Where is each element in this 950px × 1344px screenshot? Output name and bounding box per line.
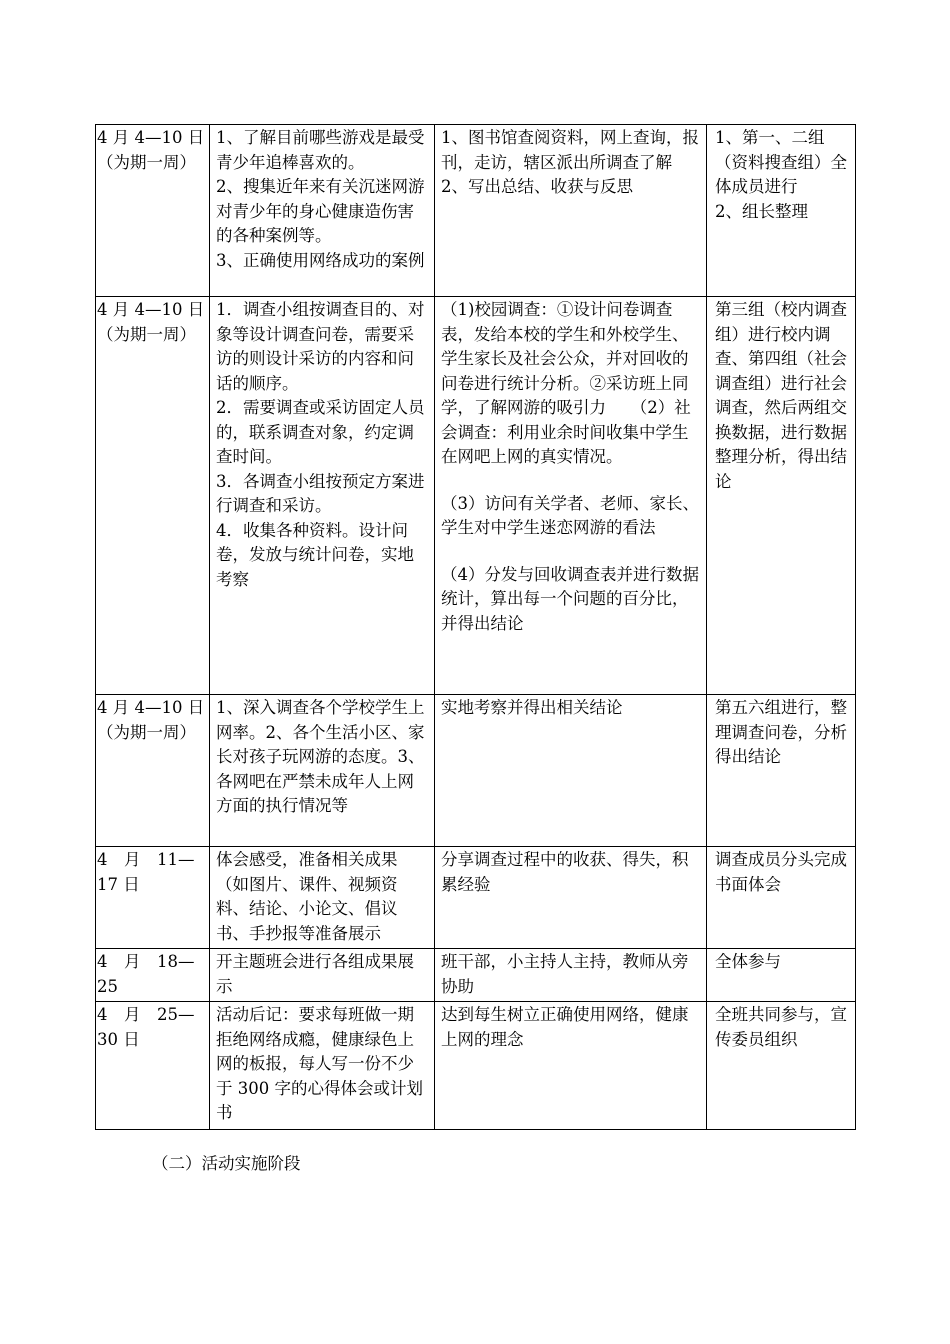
time-cell: 4 月 25—30 日 (96, 1002, 210, 1130)
method-paragraph: （1)校园调查：①设计问卷调查表，发给本校的学生和外校学生、学生家长及社会公众，并对回收的问卷进行统计分析。②采访班上同学，了解网游的吸引力 （2）社会调查：利用业余时间收集中学生在网吧上网的真实情况。 (441, 300, 691, 466)
method-paragraph: 实地考察并得出相关结论 (441, 698, 623, 717)
method-cell (435, 125, 707, 297)
content-cell: 活动后记：要求每班做一期拒绝网络成瘾，健康绿色上网的板报，每人写一份不少于 300 字的心得体会或计划书 (210, 1002, 435, 1130)
table-row (96, 695, 856, 847)
table-row (96, 949, 856, 1002)
time-cell: 4 月 18—25 (96, 949, 210, 1002)
people-cell: 第五六组进行，整理调查问卷，分析得出结论 (707, 695, 856, 847)
method-paragraph: （4）分发与回收调查表并进行数据统计，算出每一个问题的百分比，并得出结论 (441, 564, 699, 633)
time-cell: 4 月 4—10 日 （为期一周） (96, 695, 210, 847)
method-cell (435, 297, 707, 695)
table-row (96, 847, 856, 949)
content-cell: 1．调查小组按调查目的、对象等设计调查问卷，需要采访的则设计采访的内容和问话的顺序。 2．需要调查或采访固定人员的，联系调查对象，约定调查时间。 3．各调查小组按预定方案进行调查和采访。 4．收集各种资料。设计问卷，发放与统计问卷，实地考察 (210, 297, 435, 695)
content-cell: 体会感受，准备相关成果（如图片、课件、视频资料、结论、小论文、倡议书、手抄报等准备展示 (210, 847, 435, 949)
method-paragraph: 班干部，小主持人主持，教师从旁协助 (441, 952, 689, 996)
method-cell (435, 949, 707, 1002)
content-cell: 开主题班会进行各组成果展示 (210, 949, 435, 1002)
activity-plan-table (95, 124, 856, 1130)
table-row (96, 1002, 856, 1130)
method-cell (435, 695, 707, 847)
people-cell: 1、第一、二组（资料搜查组）全体成员进行 2、组长整理 (707, 125, 856, 297)
content-cell: 1、深入调查各个学校学生上网率。2、各个生活小区、家长对孩子玩网游的态度。3、各网吧在严禁未成年人上网方面的执行情况等 (210, 695, 435, 847)
section-heading: （二）活动实施阶段 (152, 1154, 301, 1173)
method-cell (435, 1002, 707, 1130)
time-cell: 4 月 4—10 日 （为期一周） (96, 297, 210, 695)
time-cell: 4 月 4—10 日 （为期一周） (96, 125, 210, 297)
method-paragraph: 1、图书馆查阅资料，网上查询，报刊，走访，辖区派出所调查了解 2、写出总结、收获与反思 (441, 128, 699, 196)
method-cell (435, 847, 707, 949)
time-cell: 4 月 11—17 日 (96, 847, 210, 949)
people-cell: 全班共同参与，宣传委员组织 (707, 1002, 856, 1130)
content-cell: 1、了解目前哪些游戏是最受青少年追棒喜欢的。 2、搜集近年来有关沉迷网游对青少年的身心健康造伤害的各种案例等。 3、正确使用网络成功的案例 (210, 125, 435, 297)
method-paragraph: 分享调查过程中的收获、得失，积累经验 (441, 850, 689, 894)
table-row (96, 125, 856, 297)
people-cell: 调查成员分头完成书面体会 (707, 847, 856, 949)
table-row (96, 297, 856, 695)
people-cell: 全体参与 (707, 949, 856, 1002)
people-cell: 第三组（校内调查组）进行校内调查、第四组（社会调查组）进行社会调查，然后两组交换数据，进行数据整理分析，得出结论 (707, 297, 856, 695)
method-paragraph: 达到每生树立正确使用网络，健康上网的理念 (441, 1005, 689, 1049)
method-paragraph: （3）访问有关学者、老师、家长、学生对中学生迷恋网游的看法 (441, 493, 699, 537)
